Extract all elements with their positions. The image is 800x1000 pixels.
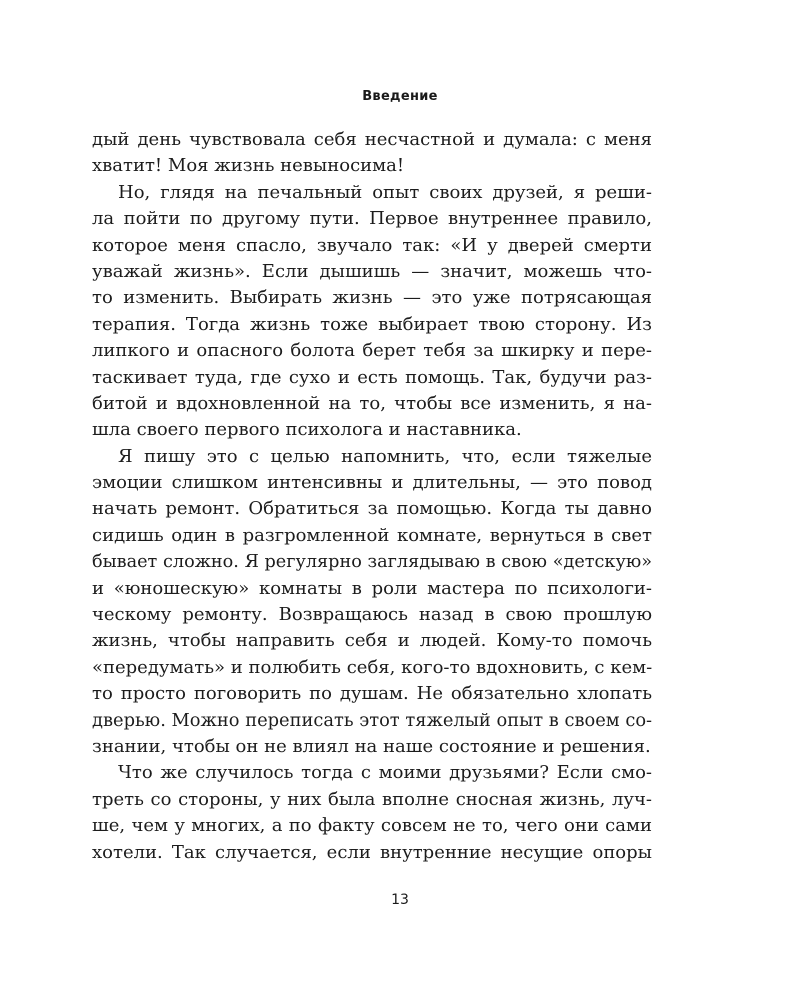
text-line: дый день чувствовала себя несчастной и думала: с меня	[92, 129, 652, 150]
text-line: эмоции слишком интенсивны и длительны, — это повод	[92, 472, 652, 494]
text-line: Я пишу это с целью напомнить, что, если тяжелые	[118, 445, 652, 467]
text-line: треть со стороны, у них была вполне сносная жизнь, луч-	[92, 788, 652, 810]
body-text	[92, 127, 652, 866]
page-number: 13	[391, 892, 409, 908]
text-line: и «юношескую» комнаты в роли мастера по психологи-	[92, 577, 652, 599]
text-line: таскивает туда, где сухо и есть помощь. Так, будучи раз-	[92, 366, 652, 388]
text-line: шла своего первого психолога и наставника.	[92, 419, 522, 441]
text-line: то изменить. Выбирать жизнь — это уже потрясающая	[92, 287, 652, 309]
text-line: которое меня спасло, звучало так: «И у дверей смерти	[92, 234, 652, 256]
text-line: Что же случилось тогда с моими друзьями? Если смо-	[118, 762, 652, 784]
text-line: жизнь, чтобы направить себя и людей. Кому-то помочь	[92, 630, 652, 652]
text-line: хватит! Моя жизнь невыносима!	[92, 155, 405, 177]
text-line: ла пойти по другому пути. Первое внутреннее правило,	[92, 208, 652, 230]
text-line: дверью. Можно переписать этот тяжелый опыт в своем со-	[92, 709, 653, 731]
text-line: хотели. Так случается, если внутренние несущие опоры	[92, 841, 652, 863]
text-line: терапия. Тогда жизнь тоже выбирает твою сторону. Из	[92, 313, 652, 335]
text-line: бывает сложно. Я регулярно заглядываю в свою «детскую»	[92, 552, 652, 573]
text-line: ше, чем у многих, а по факту совсем не то, чего они сами	[92, 815, 652, 837]
text-line: уважай жизнь». Если дышишь — значит, можешь что-	[92, 260, 652, 282]
text-line: сидишь один в разгромленной комнате, вернуться в свет	[92, 524, 652, 546]
text-line: Но, глядя на печальный опыт своих друзей, я реши-	[118, 181, 652, 203]
text-line: битой и вдохновленной на то, чтобы все изменить, я на-	[92, 392, 652, 414]
text-line: начать ремонт. Обратиться за помощью. Когда ты давно	[92, 498, 652, 520]
text-line: знании, чтобы он не влиял на наше состояние и решения.	[92, 735, 651, 757]
running-head: Введение	[362, 89, 438, 104]
text-line: то просто поговорить по душам. Не обязательно хлопать	[92, 683, 652, 705]
text-line: ческому ремонту. Возвращаюсь назад в свою прошлую	[92, 604, 652, 626]
text-line: липкого и опасного болота берет тебя за шкирку и пере-	[92, 340, 652, 362]
text-line: «передумать» и полюбить себя, кого-то вдохновить, с кем-	[92, 656, 653, 678]
